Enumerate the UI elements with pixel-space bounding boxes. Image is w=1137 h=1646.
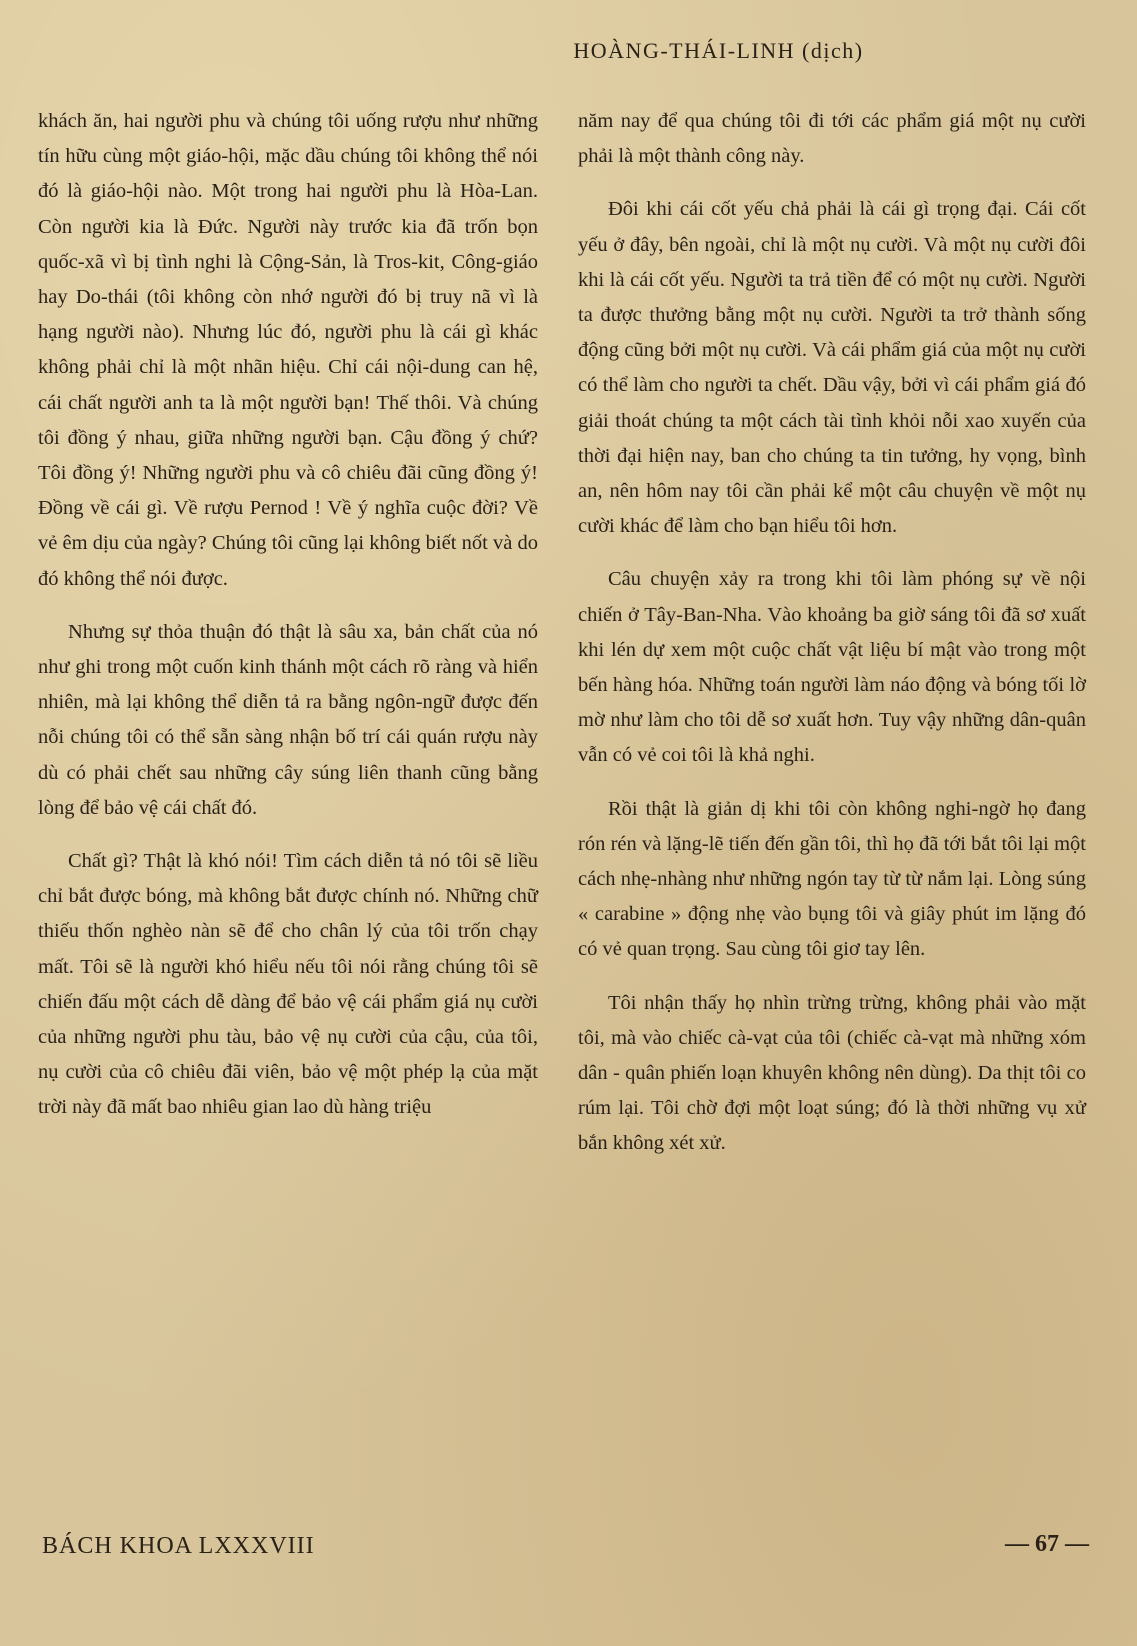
paragraph: Tôi nhận thấy họ nhìn trừng trừng, không phải vào mặt tôi, mà vào chiếc cà-vạt của tôi (chiếc cà-vạt mà những xóm dân - quân phiến loạn khuyên không nên dùng). Da thịt tôi co rúm lại. Tôi chờ đợi một loạt súng; đó là thời những vụ xử bắn không xét xử.: [578, 991, 1086, 1155]
paragraph: Chất gì? Thật là khó nói! Tìm cách diễn tả nó tôi sẽ liều chỉ bắt được bóng, mà không bắt được chính nó. Những chữ thiếu thốn nghèo nàn sẽ để cho chân lý của tôi trốn chạy mất. Tôi sẽ là người khó hiểu nếu tôi nói rằng chúng tôi sẽ chiến đấu một cách dễ dàng để bảo vệ cái phẩm giá nụ cười của những người phu tàu, bảo vệ nụ cười của cậu, của tôi, nụ cười của cô chiêu đãi viên, bảo vệ một phép lạ của mặt trời này đã mất bao nhiêu gian lao dù hàng triệu: [38, 850, 538, 1119]
magazine-title: BÁCH KHOA LXXXVIII: [42, 1533, 315, 1559]
page-number: — 67 —: [1005, 1531, 1089, 1557]
right-column: [578, 104, 1086, 1180]
paragraph: năm nay để qua chúng tôi đi tới các phẩm giá một nụ cười phải là một thành công này.: [578, 110, 1086, 168]
paragraph: Đôi khi cái cốt yếu chả phải là cái gì trọng đại. Cái cốt yếu ở đây, bên ngoài, chỉ là một nụ cười. Và một nụ cười đôi khi là cái cốt yếu. Người ta trả tiền để có một nụ cười. Người ta được thưởng bằng một nụ cười. Người ta trở thành sống động cũng bởi một nụ cười. Và cái phẩm giá của một nụ cười có thể làm cho người ta chết. Dầu vậy, bởi vì cái phẩm giá đó giải thoát chúng ta một cách tài tình khỏi nỗi xao xuyến của thời đại hiện nay, ban cho chúng ta tin tưởng, hy vọng, bình an, nên hôm nay tôi cần phải kể một câu chuyện về một nụ cười khác để làm cho bạn hiểu tôi hơn.: [578, 198, 1086, 538]
paragraph: Câu chuyện xảy ra trong khi tôi làm phóng sự về nội chiến ở Tây-Ban-Nha. Vào khoảng ba giờ sáng tôi đã sơ xuất khi lén dự xem một cuộc chất vật liệu bí mật vào trong một bến hàng hóa. Những toán người làm náo động và bóng tối lờ mờ như làm cho tôi dễ sơ xuất hơn. Tuy vậy những dân-quân vẫn có vẻ coi tôi là khả nghi.: [578, 568, 1086, 767]
paragraph: khách ăn, hai người phu và chúng tôi uống rượu như những tín hữu cùng một giáo-hội, mặc dầu chúng tôi không thể nói đó là giáo-hội nào. Một trong hai người phu là Hòa-Lan. Còn người kia là Đức. Người này trước kia đã trốn bọn quốc-xã vì bị tình nghi là Cộng-Sản, là Tros-kit, Công-giáo hay Do-thái (tôi không còn nhớ người đó bị truy nã vì là hạng người nào). Nhưng lúc đó, người phu là cái gì khác không phải chỉ là một nhãn hiệu. Chỉ cái nội-dung can hệ, cái chất người anh ta là một người bạn! Thế thôi. Và chúng tôi đồng ý nhau, giữa những người bạn. Cậu đồng ý chứ? Tôi đồng ý! Những người phu và cô chiêu đãi cũng đồng ý! Đồng về cái gì. Về rượu Pernod ! Về ý nghĩa cuộc đời? Về vẻ êm dịu của ngày? Chúng tôi cũng lại không biết nốt và do đó không thể nói được.: [38, 110, 538, 590]
paragraph: Nhưng sự thỏa thuận đó thật là sâu xa, bản chất của nó như ghi trong một cuốn kinh thánh một cách rõ ràng và hiển nhiên, mà lại không thể diễn tả ra bằng ngôn-ngữ được đến nỗi chúng tôi có thể sẵn sàng nhận bố trí cái quán rượu này dù có phải chết sau những cây súng liên thanh cũng bằng lòng để bảo vệ cái chất đó.: [38, 620, 538, 819]
running-title: HOÀNG-THÁI-LINH (dịch): [573, 38, 864, 63]
paragraph: Rồi thật là giản dị khi tôi còn không nghi-ngờ họ đang rón rén và lặng-lẽ tiến đến gần tôi, thì họ đã tới bắt tôi lại một cách nhẹ-nhàng như những ngón tay từ từ nắm lại. Lòng súng « carabine » động nhẹ vào bụng tôi và giây phút im lặng đó có vẻ quan trọng. Sau cùng tôi giơ tay lên.: [578, 797, 1086, 961]
left-column: [38, 104, 538, 1144]
